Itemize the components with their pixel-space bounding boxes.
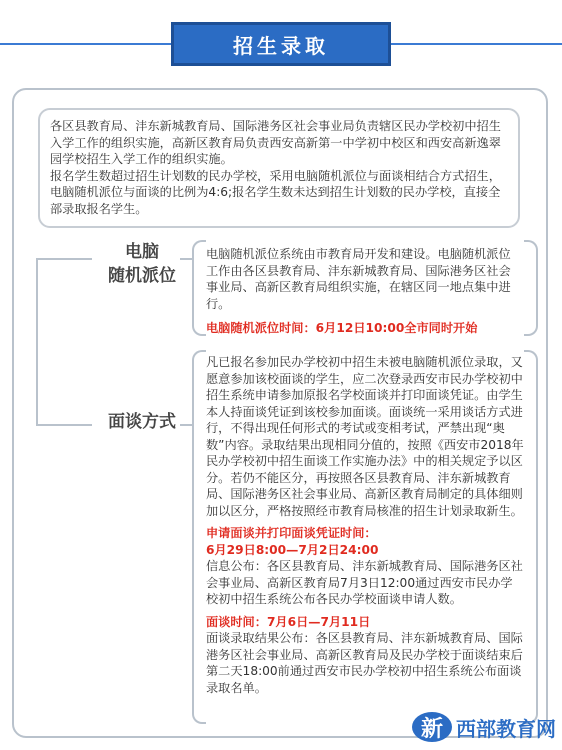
computer-label-line2: 随机派位: [108, 266, 176, 286]
tree-connector-vertical: [36, 258, 38, 426]
site-name: 西部教育网: [456, 716, 556, 741]
tree-connector-interview: [36, 424, 92, 426]
site-watermark: [412, 712, 556, 742]
header-bar: [0, 22, 562, 66]
interview-section: [206, 354, 524, 696]
intro-paragraph-2: 报名学生数超过招生计划数的民办学校，采用电脑随机派位与面谈相结合方式招生，电脑随机派位与面谈的比例为4:6;报名学生数未达到招生计划数的民办学校，直接全部录取报名学生。: [50, 168, 501, 216]
info-publish: 信息公布：各区县教育局、沣东新城教育局、国际港务区社会事业局、高新区教育局7月3日12:00通过西安市民办学校初中招生系统公布各民办学校面谈申请人数。: [206, 559, 523, 606]
interview-time: 7月6日—7月11日: [266, 614, 371, 629]
tree-connector-computer: [36, 258, 92, 260]
site-logo-icon: 新: [412, 712, 452, 742]
computer-brace-left: [192, 240, 206, 336]
page-title: 招生录取: [171, 22, 391, 66]
computer-label-line1: 电脑: [125, 242, 159, 262]
interview-body: 凡已报名参加民办学校初中招生未被电脑随机派位录取，又愿意参加该校面谈的学生，应二次登录西安市民办学校初中招生系统申请参加原报名学校面谈并打印面谈凭证。由学生本人持面谈凭证到该校参加面谈。面谈统一采用谈话方式进行，不得出现任何形式的考试或变相考试，严禁出现“奥数”内容。录取结果出现相同分值的，按照《西安市2018年民办学校初中招生面谈工作实施办法》中的相关规定予以区分。若仍不能区分，再按照各区县教育局、沣东新城教育局、国际港务区社会事业局、高新区教育局制定的具体细则加以区分，严格按照经市教育局核准的招生计划录取新生。: [206, 355, 524, 518]
computer-label: [92, 240, 192, 288]
interview-time-row: [206, 614, 524, 631]
apply-time: 6月29日8:00—7月2日24:00: [206, 542, 379, 557]
computer-body: 电脑随机派位系统由市教育局开发和建设。电脑随机派位工作由各区县教育局、沣东新城教育局、国际港务区社会事业局、高新区教育局组织实施，在辖区同一地点集中进行。: [206, 247, 511, 311]
interview-label: 面谈方式: [108, 412, 176, 432]
interview-brace-right: [524, 350, 538, 724]
result-publish: 面谈录取结果公布：各区县教育局、沣东新城教育局、国际港务区社会事业局、高新区教育局及民办学校于面谈结束后第二天18:00前通过西安市民办学校初中招生系统公布面谈录取名单。: [206, 631, 523, 695]
intro-paragraph-1: 各区县教育局、沣东新城教育局、国际港务区社会事业局负责辖区民办学校初中招生入学工作的组织实施，高新区教育局负责西安高新第一中学初中校区和西安高新逸翠园学校招生入学工作的组织实施。: [50, 119, 501, 166]
interview-time-label: 面谈时间：: [206, 614, 267, 629]
computer-time: 电脑随机派位时间：6月12日10:00全市同时开始: [206, 321, 478, 335]
intro-box: [38, 108, 520, 228]
apply-time-title: 申请面谈并打印面谈凭证时间：: [206, 526, 377, 540]
computer-section: [206, 246, 522, 337]
computer-brace-right: [524, 240, 538, 336]
interview-brace-left: [192, 350, 206, 724]
